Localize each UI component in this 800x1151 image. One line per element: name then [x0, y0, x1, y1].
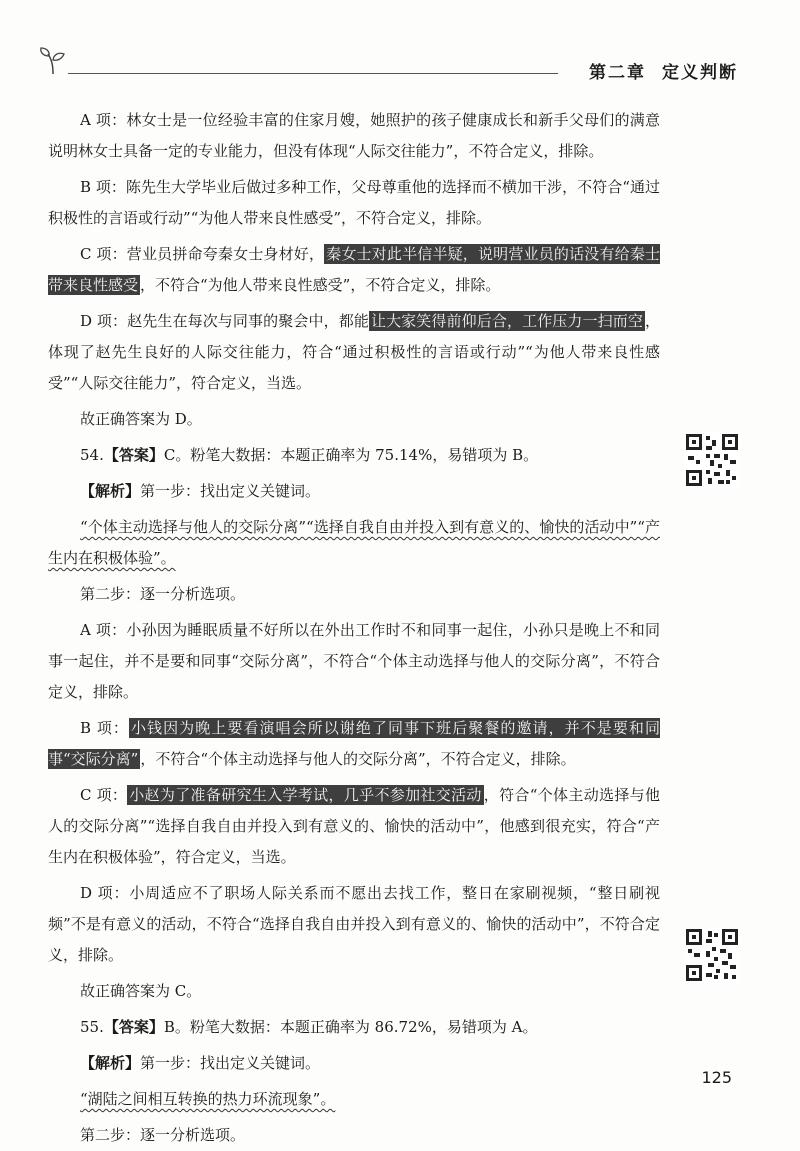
paragraph-q53-option-a: A 项：林女士是一位经验丰富的住家月嫂，她照护的孩子健康成长和新手父母们的满意说明林女士具备一定的专业能力，但没有体现“人际交往能力”，不符合定义，排除。	[48, 111, 660, 160]
q54-option-b	[48, 713, 660, 775]
q54-option-d: D 项：小周适应不了职场人际关系而不愿出去找工作，整日在家刷视频，“整日刷视频”不是有意义的活动，不符合“选择自我自由并投入到有意义的、愉快的活动中”，不符合定义，排除。	[48, 884, 660, 964]
q54-option-c	[48, 780, 660, 873]
answer-tag: 【答案】	[103, 446, 164, 464]
q54-option-a: A 项：小孙因为睡眠质量不好所以在外出工作时不和同事一起住，小孙只是晚上不和同事一起住，并不是要和同事“交际分离”，不符合“个体主动选择与他人的交际分离”，不符合定义，排除。	[48, 621, 660, 701]
step-text: 第一步：找出定义关键词。	[140, 1054, 321, 1072]
paragraph-q53-option-d	[48, 306, 660, 399]
keywords-text: “个体主动选择与他人的交际分离”“选择自我自由并投入到有意义的、愉快的活动中”“产生内在积极体验”。	[48, 518, 660, 567]
chapter-name: 定义判断	[662, 63, 738, 83]
q55-answer	[48, 1012, 660, 1043]
q54-analysis	[48, 476, 660, 507]
qr-code-q54[interactable]	[684, 432, 740, 488]
analysis-tag: 【解析】	[80, 1054, 141, 1072]
page-number: 125	[701, 1068, 732, 1087]
highlighted-text: 秦女士对此半信半疑，说明营业员的话没有给秦士带来良性感受	[48, 245, 660, 294]
qr-code-q55[interactable]	[684, 927, 740, 983]
question-number: 55.	[80, 1018, 104, 1036]
question-number: 54.	[80, 446, 104, 464]
highlighted-text: 小钱因为晚上要看演唱会所以谢绝了同事下班后聚餐的邀请，并不是要和同事“交际分离”	[48, 719, 660, 768]
answer-tag: 【答案】	[103, 1018, 164, 1036]
text-run: ，体现了赵先生良好的人际交往能力，符合“通过积极性的言语或行动”“为他人带来良性感受”“人际交往能力”，符合定义，当选。	[48, 312, 661, 392]
text-run: D 项：赵先生在每次与同事的聚会中，都能	[80, 312, 369, 330]
answer-text: B。粉笔大数据：本题正确率为 86.72%，易错项为 A。	[163, 1018, 538, 1036]
q55-step2: 第二步：逐一分析选项。	[80, 1126, 246, 1144]
text-run: C 项：	[80, 786, 128, 804]
q54-answer	[48, 440, 660, 471]
text-run: ，不符合“个体主动选择与他人的交际分离”，不符合定义，排除。	[140, 750, 576, 768]
text-run: C 项：营业员拼命夸秦女士身材好，	[80, 245, 325, 263]
paragraph-q53-option-c	[48, 239, 660, 301]
qr-code-icon	[684, 927, 740, 983]
page-header	[38, 46, 738, 83]
keywords-text: “湖陆之间相互转换的热力环流现象”。	[80, 1090, 336, 1108]
q55-keywords	[48, 1084, 660, 1115]
paragraph-q53-conclusion: 故正确答案为 D。	[80, 410, 202, 428]
text-run: B 项：	[80, 719, 129, 737]
chapter-label: 第二章	[589, 63, 646, 83]
paragraph-q53-option-b: B 项：陈先生大学毕业后做过多种工作，父母尊重他的选择而不横加干涉，不符合“通过积极性的言语或行动”“为他人带来良性感受”，不符合定义，排除。	[48, 178, 660, 227]
chapter-title	[589, 58, 738, 83]
answer-text: C。粉笔大数据：本题正确率为 75.14%，易错项为 B。	[163, 446, 539, 464]
leaf-icon	[38, 46, 68, 76]
highlighted-text: 让大家笑得前仰后合，工作压力一扫而空	[370, 312, 643, 330]
q54-keywords	[48, 512, 660, 574]
analysis-tag: 【解析】	[80, 482, 141, 500]
page-content	[48, 105, 660, 1151]
q55-analysis	[48, 1048, 660, 1079]
text-run: ，不符合“为他人带来良性感受”，不符合定义，排除。	[140, 276, 501, 294]
header-rule	[68, 73, 558, 74]
qr-code-icon	[684, 432, 740, 488]
text-run: ，符合“个体主动选择与他人的交际分离”“选择自我自由并投入到有意义的、愉快的活动中”，他感到很充实，符合“产生内在积极体验”，符合定义，当选。	[48, 786, 661, 866]
q54-conclusion: 故正确答案为 C。	[80, 982, 202, 1000]
q54-step2: 第二步：逐一分析选项。	[80, 585, 246, 603]
step-text: 第一步：找出定义关键词。	[140, 482, 321, 500]
highlighted-text: 小赵为了准备研究生入学考试，几乎不参加社交活动	[129, 786, 482, 804]
